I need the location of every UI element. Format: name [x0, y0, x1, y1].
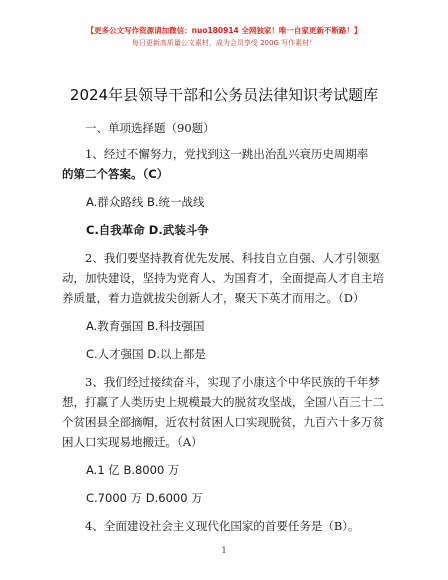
question-1-text-b: 的第二个答案。（C） [62, 167, 169, 181]
question-4-text: 4、全面建设社会主义现代化国家的首要任务是（B）。 [85, 519, 360, 533]
question-1-options-cd: C.自我革命 D.武装斗争 [86, 223, 209, 237]
document-body [62, 118, 388, 536]
section-heading: 一、单项选择题（90题） [85, 121, 215, 135]
question-1 [62, 144, 388, 184]
promo-banner-line1: 【更多公文写作资源请加微信：nuo180914 全网独家！唯一自家更新不断路！】 [86, 26, 362, 35]
question-3-options-cd: C.7000 万 D.6000 万 [86, 491, 203, 505]
promo-banner [0, 24, 448, 50]
question-3-text: 3、我们经过接续奋斗，实现了小康这个中华民族的千年梦想，打赢了人类历史上规模最大的脱贫攻坚战，全国八百三十二个贫困县全部摘帽，近农村贫困人口实现脱贫，九百六十多万贫困人口实现易地搬迁。（A） [62, 375, 384, 449]
question-2-options-ab: A.教育强国 B.科技强国 [86, 319, 205, 333]
question-1-options-ab: A.群众路线 B.统一战线 [86, 195, 205, 209]
question-1-text-a: 1、经过不懈努力，党找到这一跳出治乱兴衰历史周期率 [85, 147, 369, 161]
question-2-options-cd: C.人才强国 D.以上都是 [86, 347, 206, 361]
page-number: 1 [221, 546, 227, 555]
promo-banner-line2: 每日更新高质量公文素材，成为会员享受 200G 写作素材！ [131, 39, 317, 47]
question-2-text: 2、我们要坚持教育优先发展、科技自立自强、人才引领驱动，加快建设，坚持为党育人、为国育才，全面提高人才自主培养质量，着力造就拔尖创新人才，聚天下英才而用之。（D） [62, 251, 384, 305]
question-3-options-ab: A.1 亿 B.8000 万 [86, 463, 180, 477]
document-title: 2024年县领导干部和公务员法律知识考试题库 [69, 86, 379, 104]
